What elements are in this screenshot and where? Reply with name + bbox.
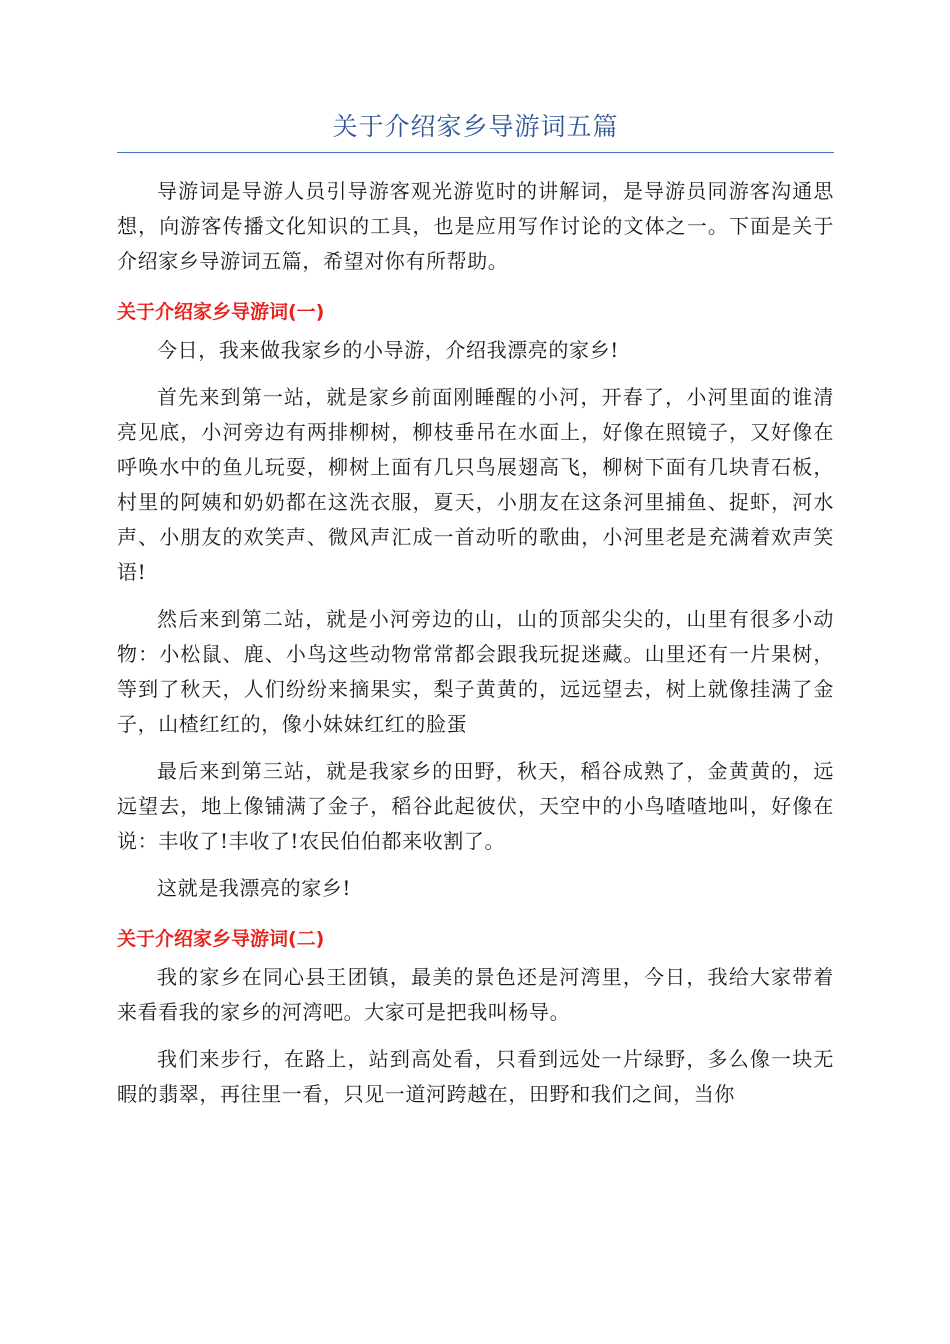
section-heading: 关于介绍家乡导游词(二) (117, 928, 325, 950)
section-1 (117, 297, 834, 906)
body-paragraph: 首先来到第一站，就是家乡前面刚睡醒的小河，开春了，小河里面的谁清亮见底，小河旁边有两排柳树，柳枝垂吊在水面上，好像在照镜子，又好像在呼唤水中的鱼儿玩耍，柳树上面有几只鸟展翅高飞，柳树下面有几块青石板，村里的阿姨和奶奶都在这洗衣服，夏天，小朋友在这条河里捕鱼、捉虾，河水声、小朋友的欢笑声、微风声汇成一首动听的歌曲，小河里老是充满着欢声笑语! (117, 385, 834, 584)
document-page (117, 110, 834, 1124)
section-2 (117, 924, 834, 1112)
body-paragraph: 这就是我漂亮的家乡! (157, 876, 352, 900)
body-paragraph: 然后来到第二站，就是小河旁边的山，山的顶部尖尖的，山里有很多小动物：小松鼠、鹿、小鸟这些动物常常都会跟我玩捉迷藏。山里还有一片果树，等到了秋天，人们纷纷来摘果实，梨子黄黄的，远远望去，树上就像挂满了金子，山楂红红的，像小妹妹红红的脸蛋 (117, 607, 834, 736)
body-paragraph: 今日，我来做我家乡的小导游，介绍我漂亮的家乡! (157, 338, 619, 362)
section-heading: 关于介绍家乡导游词(一) (117, 301, 325, 323)
intro-paragraph: 导游词是导游人员引导游客观光游览时的讲解词，是导游员同游客沟通思想，向游客传播文化知识的工具，也是应用写作讨论的文体之一。下面是关于介绍家乡导游词五篇，希望对你有所帮助。 (117, 179, 834, 273)
body-paragraph: 我的家乡在同心县王团镇，最美的景色还是河湾里，今日，我给大家带着来看看我的家乡的河湾吧。大家可是把我叫杨导。 (117, 965, 834, 1024)
body-paragraph: 最后来到第三站，就是我家乡的田野，秋天，稻谷成熟了，金黄黄的，远远望去，地上像铺满了金子，稻谷此起彼伏，天空中的小鸟喳喳地叫，好像在说：丰收了!丰收了!农民伯伯都来收割了。 (117, 759, 834, 853)
document-title: 关于介绍家乡导游词五篇 (117, 110, 834, 153)
body-paragraph: 我们来步行，在路上，站到高处看，只看到远处一片绿野，多么像一块无暇的翡翠，再往里一看，只见一道河跨越在，田野和我们之间，当你 (117, 1047, 834, 1106)
